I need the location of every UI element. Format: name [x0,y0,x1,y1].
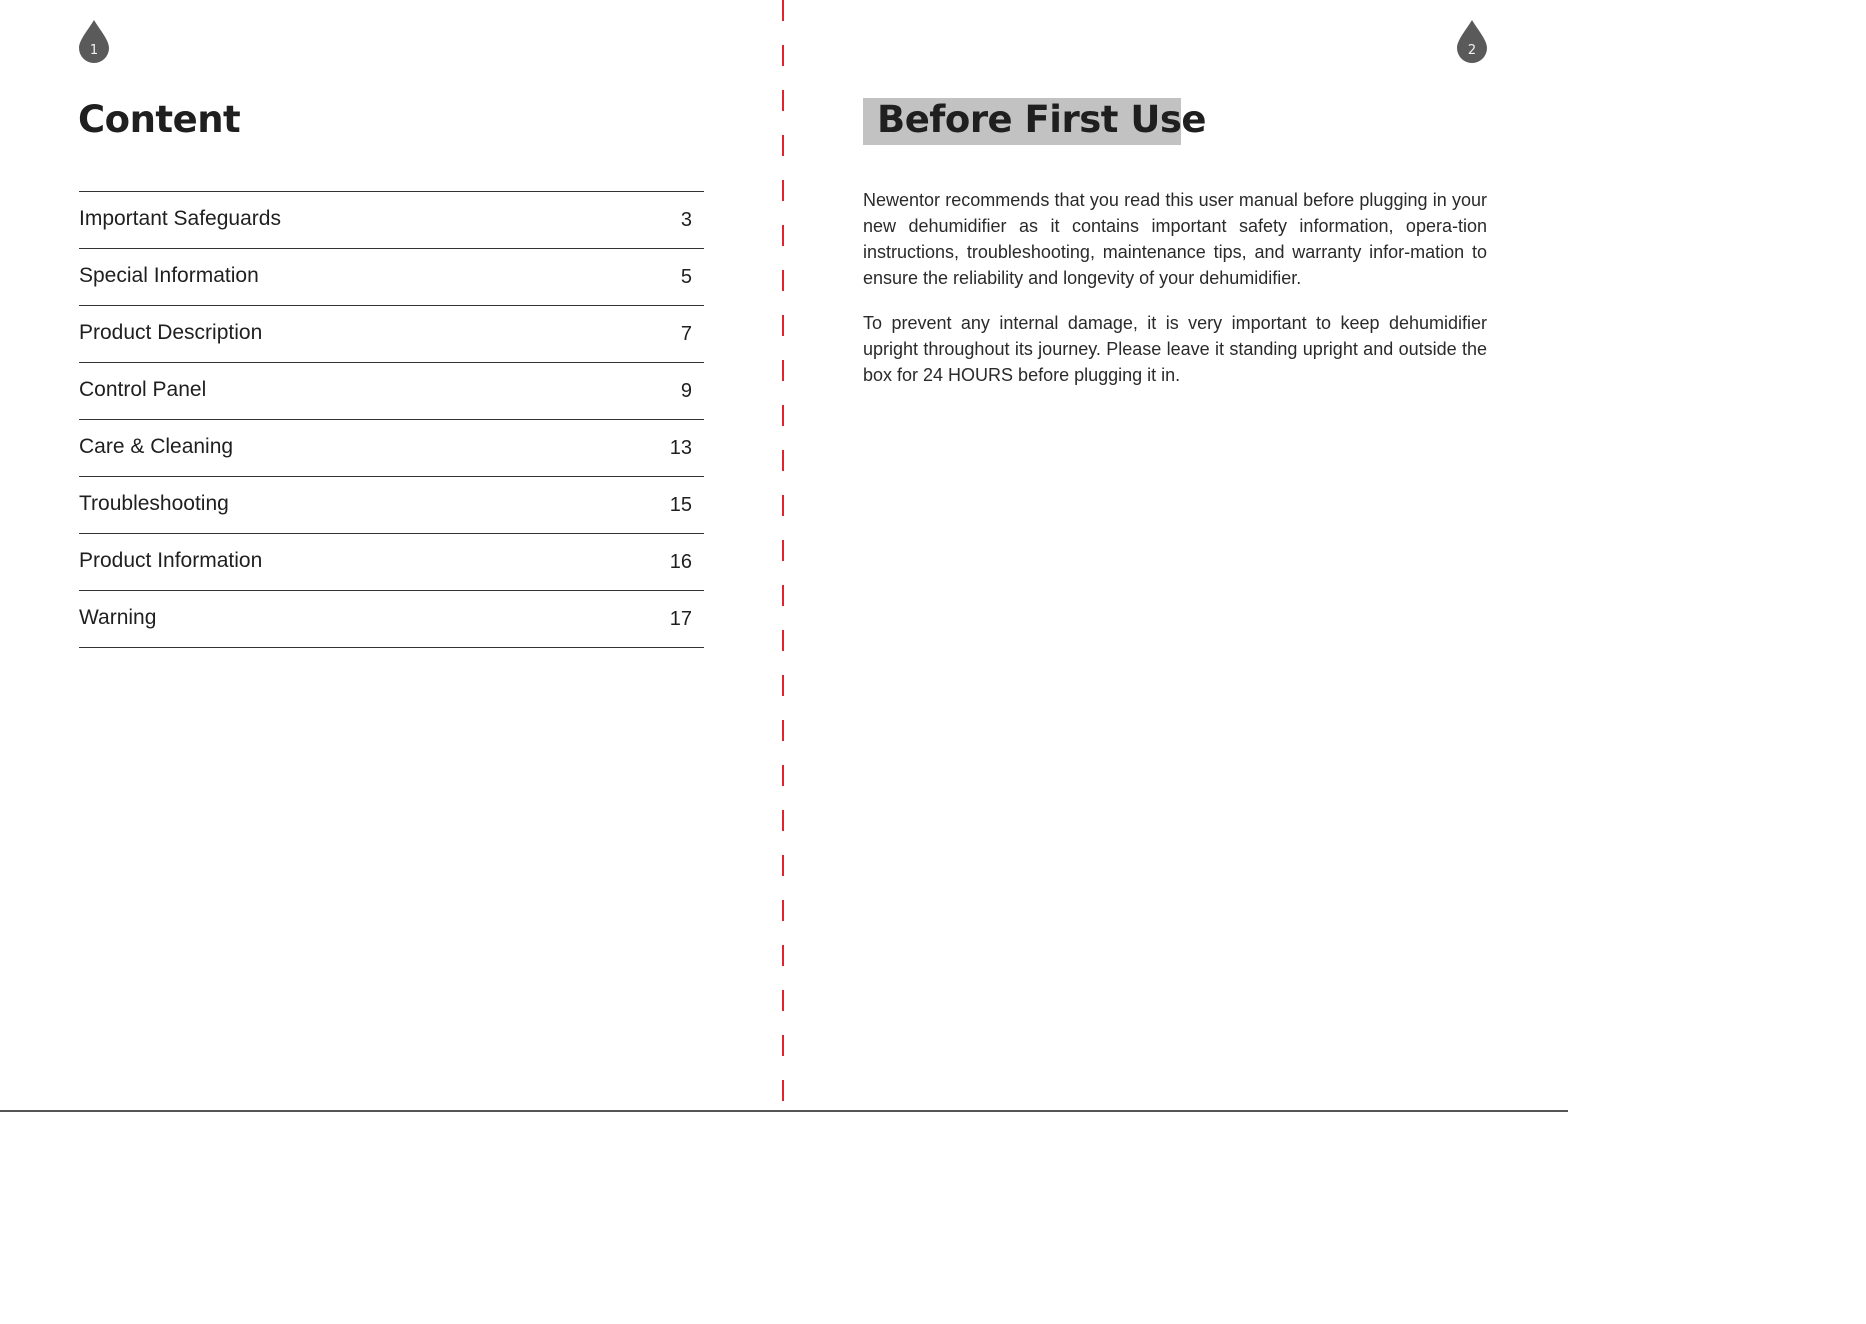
toc-label: Important Safeguards [79,207,281,230]
toc-page-number: 9 [680,380,692,402]
page-title: Content [78,98,241,141]
water-drop-icon [1456,18,1488,64]
water-drop-icon [78,18,110,64]
upright-warning-paragraph: To prevent any internal damage, it is very important to keep dehumidifier upright throughout its journey. Please leave it standing upright and outside the box for 24 HOURS before plugging it in. [863,313,1487,385]
toc-label: Product Information [79,549,263,572]
toc-row-care-cleaning[interactable] [79,419,704,476]
toc-page-number: 17 [669,608,692,630]
toc-page-number: 7 [680,323,692,345]
toc-row-special-information[interactable] [79,248,704,305]
toc-page-number: 16 [669,551,692,573]
toc-row-control-panel[interactable] [79,362,704,419]
toc-row-warning[interactable] [79,590,704,648]
toc-row-important-safeguards[interactable] [79,191,704,248]
toc-label: Product Description [79,321,263,344]
toc-row-product-information[interactable] [79,533,704,590]
toc-label: Control Panel [79,378,207,401]
toc-label: Special Information [79,264,259,287]
table-of-contents [79,191,704,648]
toc-row-product-description[interactable] [79,305,704,362]
toc-label: Care & Cleaning [79,435,234,458]
toc-page-number: 15 [669,494,692,516]
intro-paragraph: Newentor recommends that you read this user manual before plugging in your new dehumidifier as it contains important safety information, opera-tion instructions, troubleshooting, maintenance tips, and warranty infor-mation to ensure the reliability and longevity of your dehumidifier. [863,190,1487,288]
toc-page-number: 3 [680,209,692,231]
toc-page-number: 5 [680,266,692,288]
toc-row-troubleshooting[interactable] [79,476,704,533]
toc-page-number: 13 [669,437,692,459]
page-number: 1 [89,43,99,58]
left-page [0,0,782,1113]
right-page [784,0,1568,1113]
page-title: Before First Use [877,98,1206,141]
toc-label: Troubleshooting [79,492,229,515]
page-number: 2 [1467,43,1477,58]
toc-label: Warning [79,606,157,629]
